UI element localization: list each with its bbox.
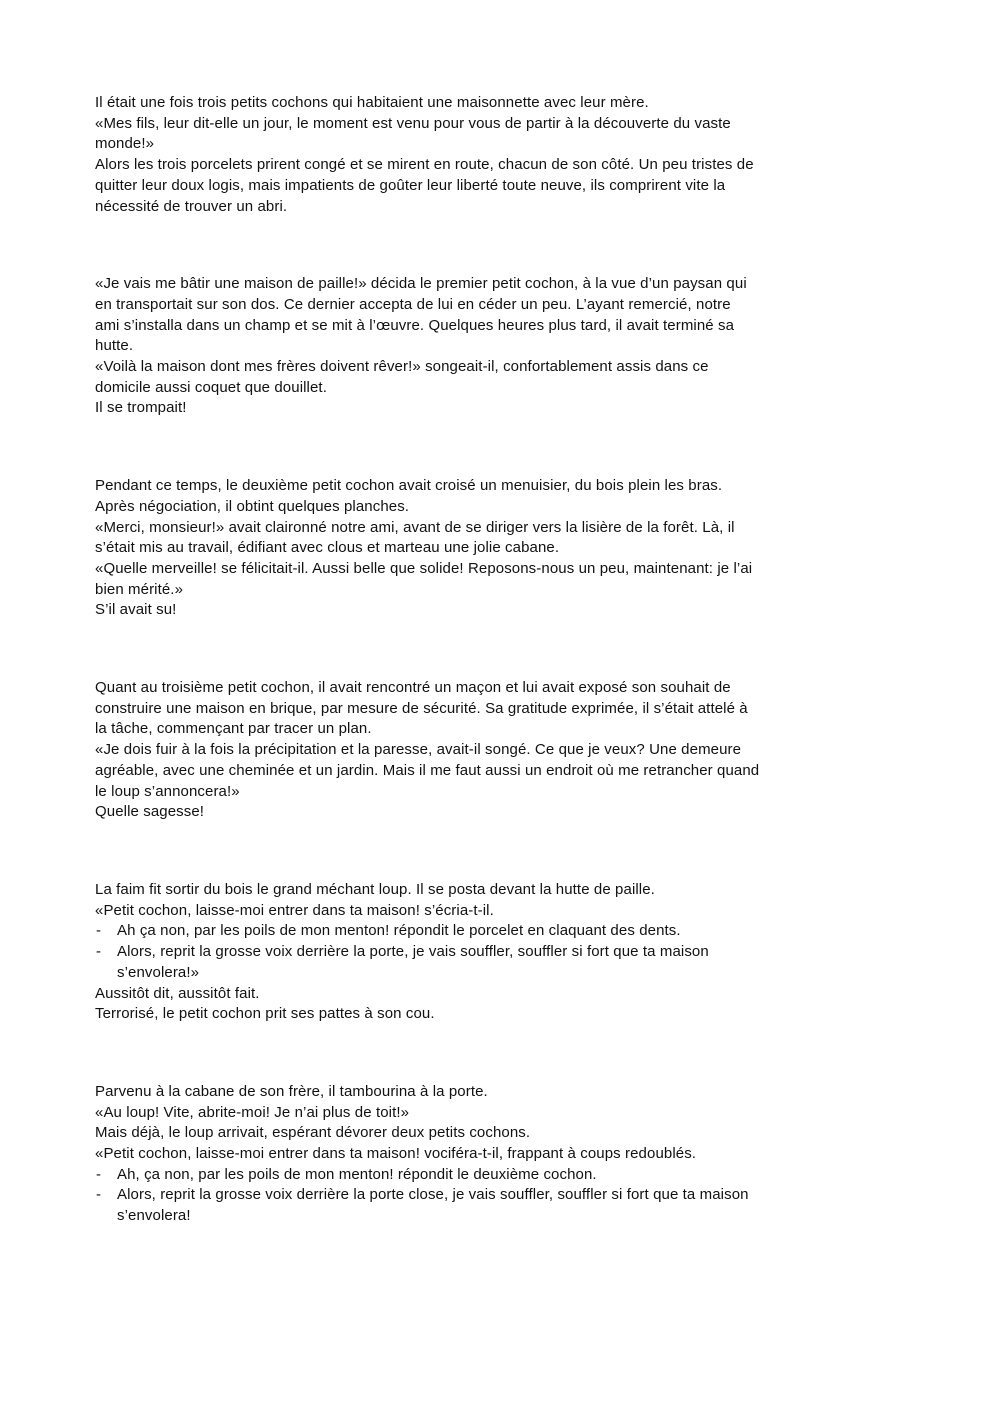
line-text: «Voilà la maison dont mes frères doivent rêver!» songeait-il, confortablement assis dans ce (95, 358, 709, 376)
text-line (95, 378, 910, 399)
line-text: le loup s’annoncera!» (95, 782, 240, 800)
line-text: monde!» (95, 135, 155, 153)
line-text: nécessité de trouver un abri. (95, 197, 288, 215)
line-text: S’il avait su! (95, 601, 177, 619)
text-line (95, 984, 910, 1005)
text-line (95, 782, 910, 803)
paragraph (95, 1082, 910, 1227)
text-line (95, 963, 910, 984)
text-line (95, 538, 910, 559)
dash-marker: - (96, 922, 102, 940)
text-line (95, 1103, 910, 1124)
line-text: Après négociation, il obtint quelques planches. (95, 497, 410, 515)
line-text: Quant au troisième petit cochon, il avait rencontré un maçon et lui avait exposé son souhait de (95, 679, 731, 697)
text-line (95, 518, 910, 539)
line-text: Pendant ce temps, le deuxième petit cochon avait croisé un menuisier, du bois plein les bras. (95, 477, 723, 495)
text-line (95, 357, 910, 378)
text-line (95, 316, 910, 337)
line-text: Alors, reprit la grosse voix derrière la porte, je vais souffler, souffler si fort que ta maison (117, 943, 709, 961)
text-line (95, 1004, 910, 1025)
text-line (95, 336, 910, 357)
text-line (95, 600, 910, 621)
line-text: construire une maison en brique, par mesure de sécurité. Sa gratitude exprimée, il s’était attelé à (95, 699, 748, 717)
text-line (95, 901, 910, 922)
line-text: domicile aussi coquet que douillet. (95, 378, 327, 396)
dialogue-dash-line (95, 1185, 910, 1206)
text-line (95, 559, 910, 580)
line-text: Aussitôt dit, aussitôt fait. (95, 984, 260, 1002)
line-text: Ah, ça non, par les poils de mon menton! répondit le deuxième cochon. (117, 1165, 597, 1183)
line-text: «Merci, monsieur!» avait claironné notre ami, avant de se diriger vers la lisière de la forêt. Là, il (95, 518, 735, 536)
document-text (95, 93, 910, 1284)
text-line (95, 802, 910, 823)
text-line (95, 114, 910, 135)
line-text: Terrorisé, le petit cochon prit ses pattes à son cou. (95, 1005, 435, 1023)
line-text: ami s’installa dans un champ et se mit à l’œuvre. Quelques heures plus tard, il avait terminé sa (95, 316, 735, 334)
line-text: Ah ça non, par les poils de mon menton! répondit le porcelet en claquant des dents. (117, 922, 681, 940)
line-text: bien mérité.» (95, 580, 184, 598)
text-line (95, 580, 910, 601)
paragraph (95, 476, 910, 621)
paragraph (95, 93, 910, 217)
text-line (95, 476, 910, 497)
text-line (95, 93, 910, 114)
paragraph (95, 274, 910, 419)
line-text: Quelle sagesse! (95, 803, 205, 821)
line-text: s’envolera! (117, 1207, 191, 1225)
dash-marker: - (96, 943, 102, 961)
line-text: «Petit cochon, laisse-moi entrer dans ta maison! vociféra-t-il, frappant à coups redoublés. (95, 1145, 697, 1163)
line-text: «Petit cochon, laisse-moi entrer dans ta maison! s’écria-t-il. (95, 901, 494, 919)
line-text: «Quelle merveille! se félicitait-il. Aussi belle que solide! Reposons-nous un peu, maintenant: je l’ai (95, 559, 753, 577)
text-line (95, 699, 910, 720)
line-text: La faim fit sortir du bois le grand méchant loup. Il se posta devant la hutte de paille. (95, 880, 655, 898)
text-line (95, 497, 910, 518)
line-text: «Mes fils, leur dit-elle un jour, le moment est venu pour vous de partir à la découverte du vaste (95, 114, 731, 132)
line-text: «Au loup! Vite, abrite-moi! Je n’ai plus de toit!» (95, 1103, 410, 1121)
line-text: quitter leur doux logis, mais impatients de goûter leur liberté toute neuve, ils comprirent vite la (95, 176, 726, 194)
line-text: en transportait sur son dos. Ce dernier accepta de lui en céder un peu. L’ayant remercié, notre (95, 295, 731, 313)
line-text: agréable, avec une cheminée et un jardin. Mais il me faut aussi un endroit où me retrancher quand (95, 761, 760, 779)
text-line (95, 134, 910, 155)
text-line (95, 740, 910, 761)
dialogue-dash-line (95, 942, 910, 963)
line-text: s’envolera!» (117, 963, 200, 981)
paragraph (95, 880, 910, 1025)
text-line (95, 880, 910, 901)
text-line (95, 678, 910, 699)
dialogue-dash-line (95, 1165, 910, 1186)
line-text: Alors les trois porcelets prirent congé et se mirent en route, chacun de son côté. Un peu tristes de (95, 156, 754, 174)
dash-marker: - (96, 1186, 102, 1204)
text-line (95, 719, 910, 740)
text-line (95, 1123, 910, 1144)
text-line (95, 295, 910, 316)
text-line (95, 398, 910, 419)
text-line (95, 1144, 910, 1165)
line-text: Alors, reprit la grosse voix derrière la porte close, je vais souffler, souffler si fort que ta maison (117, 1186, 749, 1204)
dash-marker: - (96, 1165, 102, 1183)
line-text: Parvenu à la cabane de son frère, il tambourina à la porte. (95, 1082, 488, 1100)
text-line (95, 761, 910, 782)
line-text: «Je dois fuir à la fois la précipitation et la paresse, avait-il songé. Ce que je veux? Une demeure (95, 741, 742, 759)
text-line (95, 176, 910, 197)
line-text: Il était une fois trois petits cochons qui habitaient une maisonnette avec leur mère. (95, 94, 649, 111)
text-line (95, 1206, 910, 1227)
text-line (95, 155, 910, 176)
text-line (95, 274, 910, 295)
line-text: Mais déjà, le loup arrivait, espérant dévorer deux petits cochons. (95, 1124, 531, 1142)
line-text: la tâche, commençant par tracer un plan. (95, 720, 372, 738)
dialogue-dash-line (95, 921, 910, 942)
paragraph (95, 678, 910, 823)
line-text: Il se trompait! (95, 399, 187, 417)
text-line (95, 197, 910, 218)
line-text: s’était mis au travail, édifiant avec clous et marteau une jolie cabane. (95, 539, 560, 557)
line-text: hutte. (95, 337, 134, 355)
line-text: «Je vais me bâtir une maison de paille!» décida le premier petit cochon, à la vue d’un paysan qui (95, 275, 747, 293)
text-line (95, 1082, 910, 1103)
